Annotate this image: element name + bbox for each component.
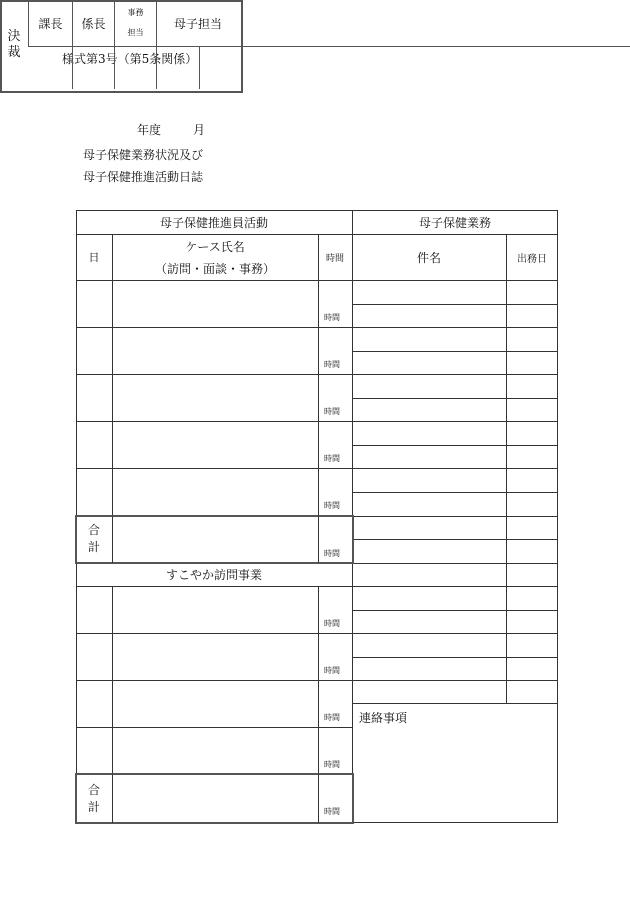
- section-title-right: 母子保健業務: [418, 215, 491, 230]
- time-label: 時間: [324, 807, 340, 816]
- time-label: 時間: [324, 619, 340, 628]
- total-box: [75, 773, 354, 824]
- time-label: 時間: [324, 313, 340, 322]
- sukoyaka-section-title: すこやか訪問事業: [165, 568, 262, 582]
- approval-head-kacho: 課長: [28, 0, 72, 46]
- col-header-case-name: ケース氏名: [185, 239, 245, 254]
- time-label: 時間: [324, 501, 340, 510]
- time-label: 時間: [324, 454, 340, 463]
- approval-head-jimu-tanto: 事務担当: [114, 0, 156, 46]
- col-header-attendance-day: 出務日: [517, 253, 547, 265]
- col-header-case-sub: （訪問・面談・事務）: [154, 261, 275, 276]
- title-line-1: 母子保健業務状況及び: [83, 148, 204, 162]
- col-header-time: 時間: [325, 253, 344, 264]
- time-label: 時間: [324, 407, 340, 416]
- total-label: 合計: [87, 783, 100, 814]
- col-header-day: 日: [88, 251, 100, 264]
- form-number: 様式第3号（第5条関係）: [62, 52, 198, 66]
- approval-head-boshi-tanto: 母子担当: [156, 0, 239, 46]
- total-label: 合計: [87, 523, 100, 554]
- contact-notes-label: 連絡事項: [359, 711, 408, 725]
- col-header-subject: 件名: [416, 250, 441, 265]
- section-title-left: 母子保健推進員活動: [159, 215, 268, 230]
- time-label: 時間: [324, 549, 340, 558]
- approval-label: 決裁: [7, 28, 21, 60]
- month-label: 月: [193, 123, 206, 137]
- total-box: [75, 515, 354, 564]
- time-label: 時間: [324, 360, 340, 369]
- year-label: 年度: [137, 123, 162, 137]
- time-label: 時間: [324, 760, 340, 769]
- approval-head-kakaricho: 係長: [72, 0, 114, 46]
- title-line-2: 母子保健推進活動日誌: [83, 170, 204, 184]
- time-label: 時間: [324, 713, 340, 722]
- time-label: 時間: [324, 666, 340, 675]
